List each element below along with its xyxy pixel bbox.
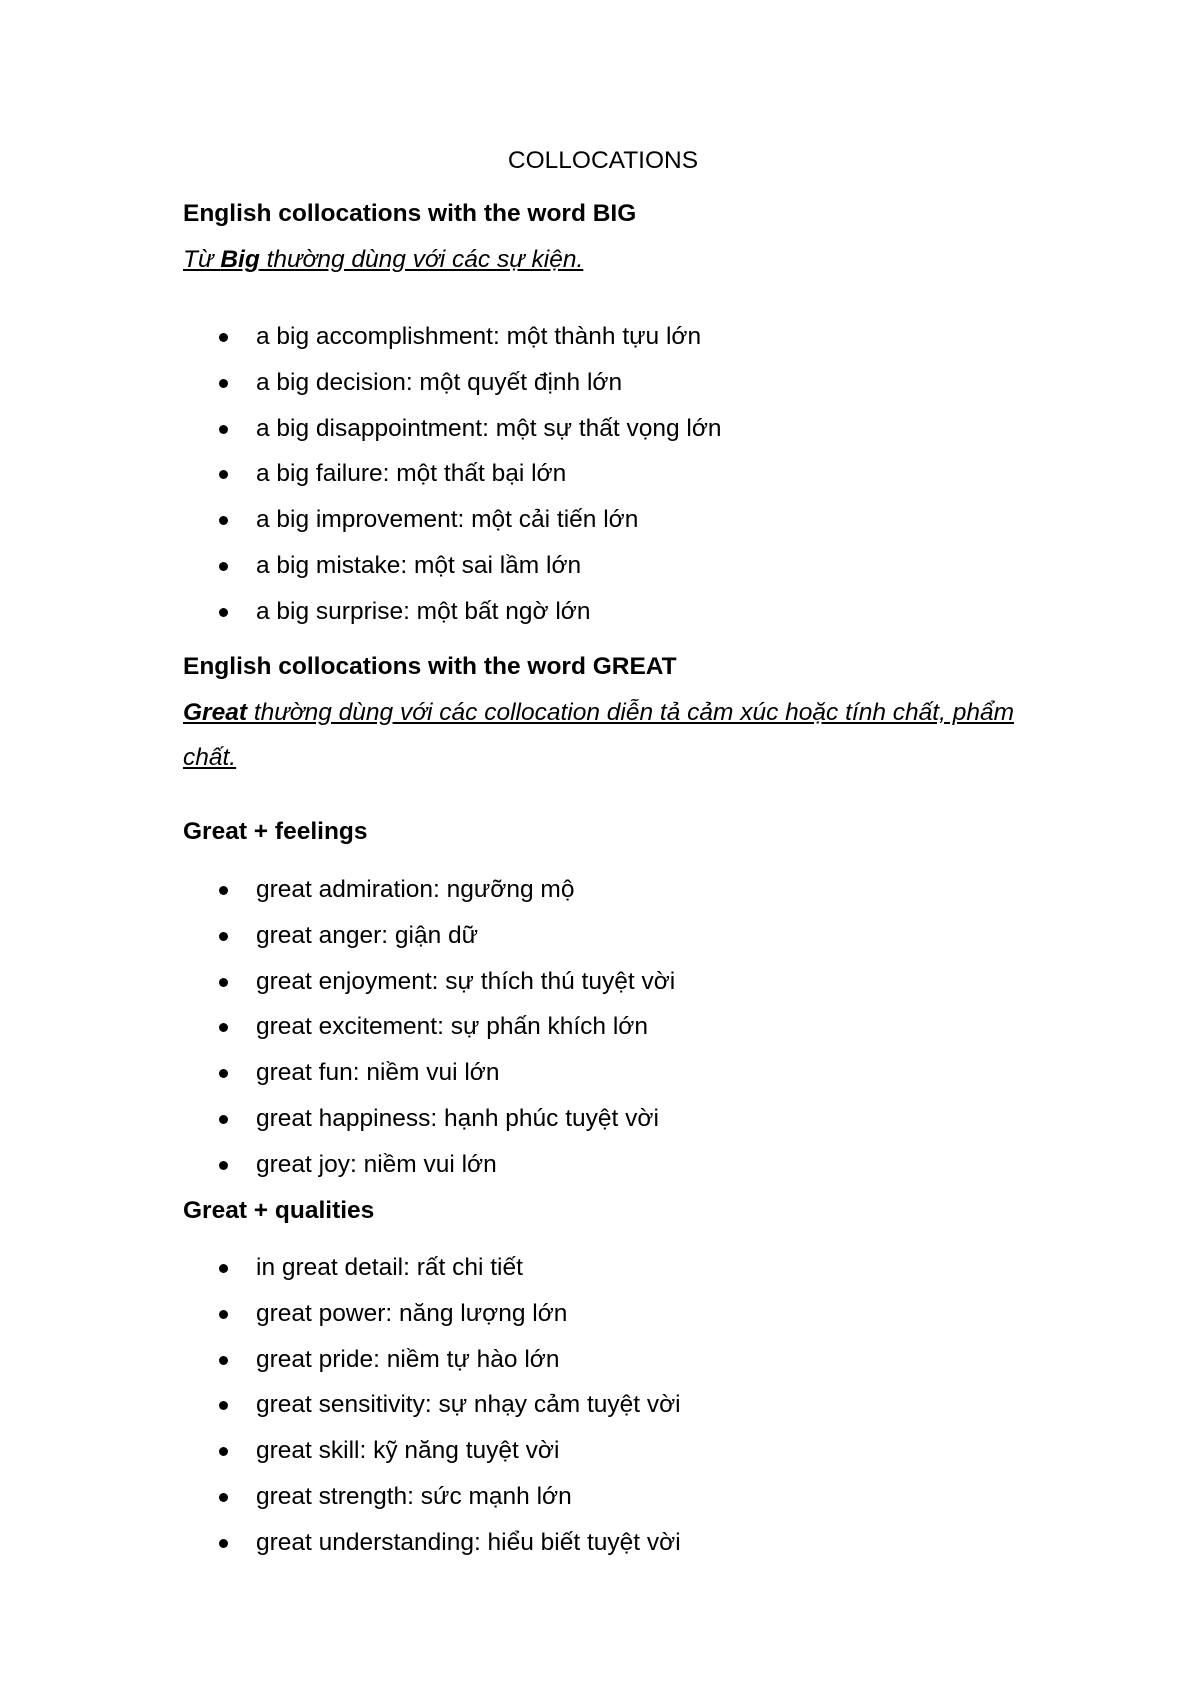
- great-section-note: [183, 690, 1043, 780]
- list-item: [183, 1434, 681, 1480]
- list-item-text: great pride: niềm tự hào lớn: [256, 1345, 560, 1373]
- list-item-text: a big failure: một thất bại lớn: [256, 460, 567, 488]
- document-title: COLLOCATIONS: [507, 147, 699, 174]
- list-item-text: great skill: kỹ năng tuyệt vời: [256, 1437, 560, 1465]
- bullet-icon: [219, 562, 228, 571]
- big-note-prefix: Từ: [183, 246, 221, 273]
- bullet-icon: [219, 978, 228, 987]
- bullet-icon: [219, 1401, 228, 1410]
- great-qualities-heading: Great + qualities: [183, 1197, 375, 1224]
- list-item-text: great enjoyment: sự thích thú tuyệt vời: [256, 967, 676, 995]
- list-item: [183, 1148, 675, 1194]
- list-item: [183, 873, 675, 919]
- bullet-icon: [219, 470, 228, 479]
- bullet-icon: [219, 1493, 228, 1502]
- list-item-text: great fun: niềm vui lớn: [256, 1059, 500, 1087]
- list-item: [183, 595, 722, 641]
- list-item: [183, 1010, 675, 1056]
- bullet-icon: [219, 425, 228, 434]
- list-item-text: great sensitivity: sự nhạy cảm tuyệt vời: [256, 1391, 681, 1419]
- list-item-text: a big surprise: một bất ngờ lớn: [256, 597, 591, 625]
- great-feelings-list: [183, 873, 675, 1194]
- list-item: [183, 1297, 681, 1343]
- great-section-heading: English collocations with the word GREAT: [183, 653, 677, 680]
- list-item: [183, 1526, 681, 1572]
- big-collocation-list: [183, 320, 722, 641]
- big-note-text: thường dùng với các sự kiện.: [259, 246, 584, 273]
- list-item: [183, 919, 675, 965]
- bullet-icon: [219, 1539, 228, 1548]
- list-item: [183, 1343, 681, 1389]
- list-item: [183, 457, 722, 503]
- list-item-text: great happiness: hạnh phúc tuyệt vời: [256, 1104, 659, 1132]
- list-item-text: a big improvement: một cải tiến lớn: [256, 506, 639, 534]
- list-item: [183, 366, 722, 412]
- list-item-text: a big accomplishment: một thành tựu lớn: [256, 323, 702, 350]
- list-item-text: great admiration: ngưỡng mộ: [256, 876, 575, 903]
- list-item: [183, 503, 722, 549]
- list-item-text: a big disappointment: một sự thất vọng lớn: [256, 414, 722, 442]
- list-item: [183, 549, 722, 595]
- bullet-icon: [219, 379, 228, 388]
- great-note-keyword: Great: [183, 699, 248, 726]
- bullet-icon: [219, 1161, 228, 1170]
- list-item: [183, 1388, 681, 1434]
- list-item-text: great strength: sức mạnh lớn: [256, 1482, 572, 1510]
- list-item-text: in great detail: rất chi tiết: [256, 1254, 523, 1281]
- big-note-keyword: Big: [220, 246, 260, 273]
- list-item: [183, 1251, 681, 1297]
- list-item: [183, 1480, 681, 1526]
- list-item: [183, 320, 722, 366]
- list-item-text: a big decision: một quyết định lớn: [256, 368, 623, 396]
- list-item-text: great excitement: sự phấn khích lớn: [256, 1013, 648, 1041]
- list-item: [183, 1102, 675, 1148]
- list-item: [183, 412, 722, 458]
- bullet-icon: [219, 1310, 228, 1319]
- bullet-icon: [219, 886, 228, 895]
- bullet-icon: [219, 1023, 228, 1032]
- bullet-icon: [219, 932, 228, 941]
- list-item: [183, 1056, 675, 1102]
- bullet-icon: [219, 1069, 228, 1078]
- list-item-text: great joy: niềm vui lớn: [256, 1150, 497, 1178]
- list-item-text: great power: năng lượng lớn: [256, 1299, 568, 1327]
- bullet-icon: [219, 333, 228, 342]
- list-item: [183, 965, 675, 1011]
- bullet-icon: [219, 608, 228, 617]
- list-item-text: great anger: giận dữ: [256, 921, 479, 949]
- big-section-heading: English collocations with the word BIG: [183, 200, 637, 227]
- great-note-text: thường dùng với các collocation diễn tả cảm xúc hoặc tính chất, phẩm chất.: [183, 699, 1014, 771]
- bullet-icon: [219, 1115, 228, 1124]
- bullet-icon: [219, 1264, 228, 1273]
- bullet-icon: [219, 1356, 228, 1365]
- list-item-text: a big mistake: một sai lầm lớn: [256, 551, 582, 579]
- list-item-text: great understanding: hiểu biết tuyệt vời: [256, 1528, 681, 1556]
- bullet-icon: [219, 516, 228, 525]
- great-qualities-list: [183, 1251, 681, 1572]
- bullet-icon: [219, 1447, 228, 1456]
- big-section-note: [183, 237, 1043, 282]
- great-feelings-heading: Great + feelings: [183, 818, 368, 845]
